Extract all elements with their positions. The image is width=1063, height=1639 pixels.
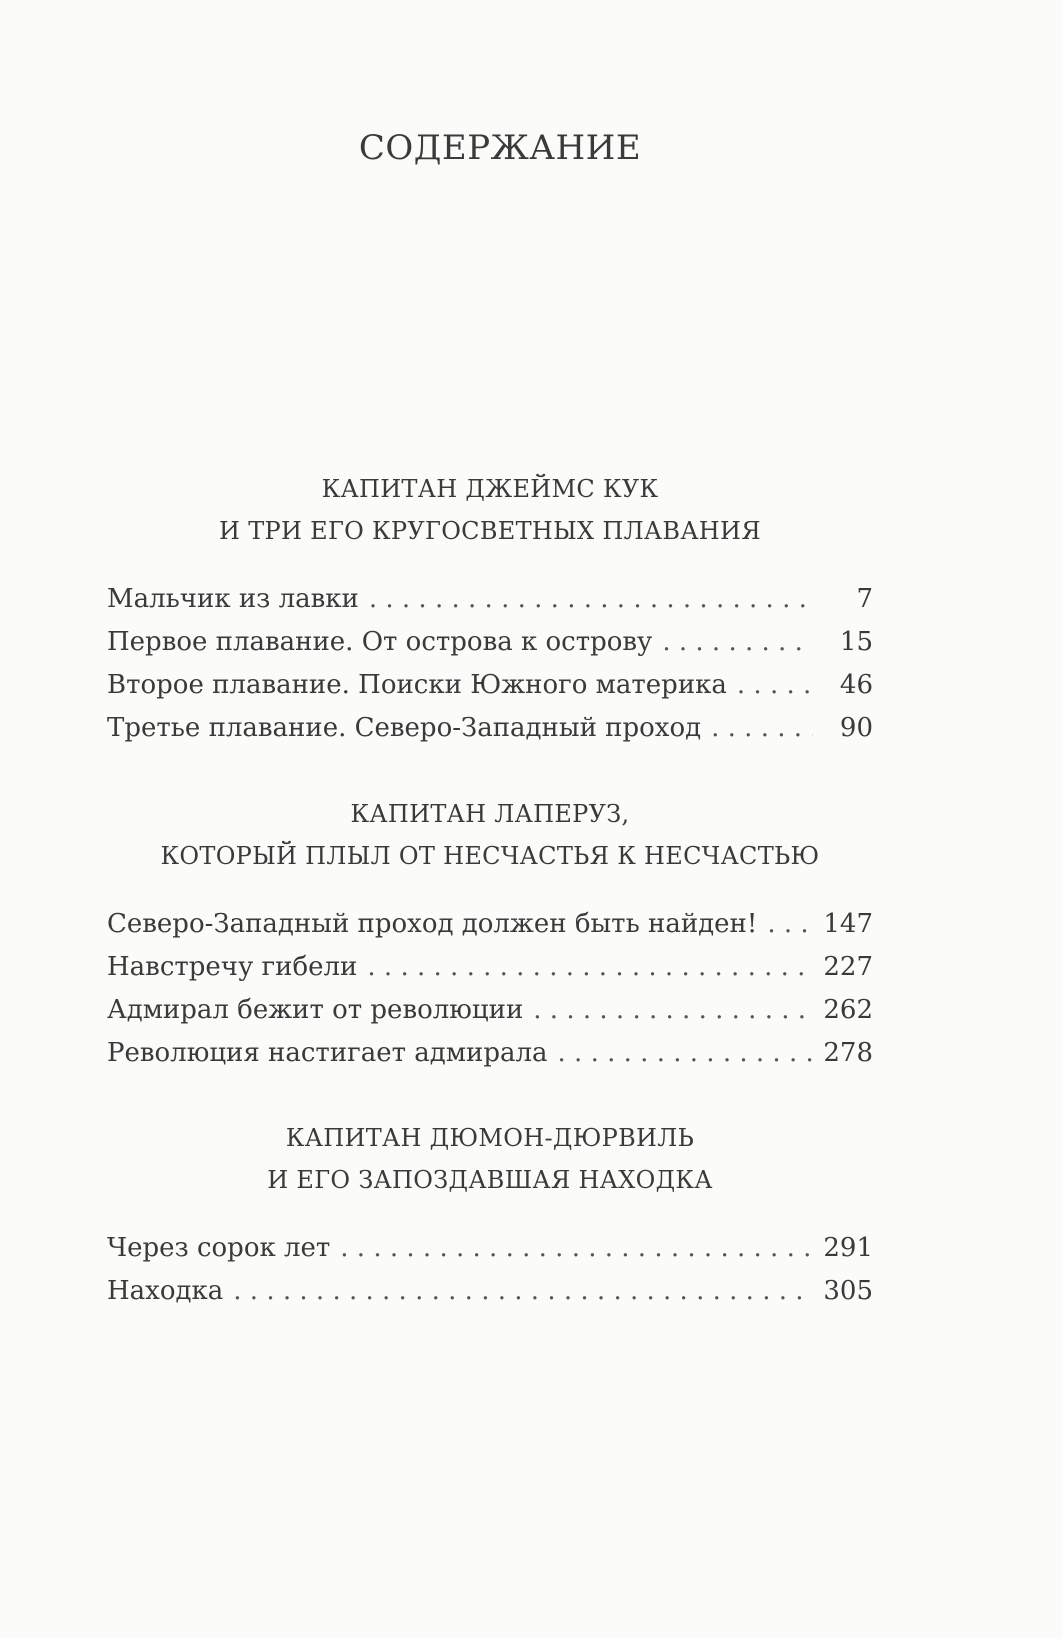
section-heading-line2: КОТОРЫЙ ПЛЫЛ ОТ НЕСЧАСТЬЯ К НЕСЧАСТЬЮ [160, 842, 820, 870]
toc-entry-page: 278 [823, 1038, 873, 1068]
toc-entry-title: Первое плавание. От острова к острову [107, 627, 653, 657]
section-heading [107, 793, 873, 877]
dot-leader [711, 707, 813, 750]
toc-entries [107, 578, 873, 750]
toc-section-dumont-durville [107, 1117, 873, 1313]
toc-entry-title: Через сорок лет [107, 1233, 331, 1263]
section-heading [107, 468, 873, 552]
toc-entry-page: 46 [839, 670, 873, 700]
toc-section-laperouse [107, 793, 873, 1075]
toc-entry-title: Третье плавание. Северо-Западный проход [107, 713, 702, 743]
toc-entry-page: 305 [823, 1276, 873, 1306]
toc-entries [107, 903, 873, 1075]
page-title: СОДЕРЖАНИЕ [358, 128, 642, 168]
dot-leader [662, 621, 813, 664]
toc-entry-title: Северо-Западный проход должен быть найден! [107, 909, 758, 939]
section-heading-line2: И ТРИ ЕГО КРУГОСВЕТНЫХ ПЛАВАНИЯ [219, 517, 761, 545]
dot-leader [767, 903, 813, 946]
section-heading [107, 1117, 873, 1201]
dot-leader [233, 1270, 813, 1313]
toc-entry-title: Второе плавание. Поиски Южного материка [107, 670, 727, 700]
toc-entry[interactable] [107, 664, 873, 707]
toc-entry-page: 147 [823, 909, 873, 939]
toc-entry-page: 7 [856, 584, 873, 614]
toc-entry[interactable] [107, 578, 873, 621]
toc-entry[interactable] [107, 946, 873, 989]
dot-leader [340, 1227, 813, 1270]
dot-leader [737, 664, 813, 707]
toc-entry-page: 90 [839, 713, 873, 743]
toc-entry-title: Революция настигает адмирала [107, 1038, 548, 1068]
toc-entry-page: 262 [823, 995, 873, 1025]
toc-entry[interactable] [107, 707, 873, 750]
toc-entry-page: 291 [823, 1233, 873, 1263]
toc-entry[interactable] [107, 903, 873, 946]
section-heading-line1: КАПИТАН ДЖЕЙМС КУК [321, 475, 659, 503]
dot-leader [367, 946, 813, 989]
toc-entry-page: 15 [839, 627, 873, 657]
toc-entry[interactable] [107, 621, 873, 664]
toc-section-cook [107, 468, 873, 750]
toc-entry[interactable] [107, 1227, 873, 1270]
dot-leader [369, 578, 813, 621]
section-heading-line1: КАПИТАН ЛАПЕРУЗ, [350, 800, 630, 828]
dot-leader [533, 989, 813, 1032]
section-heading-line1: КАПИТАН ДЮМОН-ДЮРВИЛЬ [285, 1124, 695, 1152]
toc-entry-title: Адмирал бежит от революции [107, 995, 524, 1025]
toc-entry-title: Навстречу гибели [107, 952, 358, 982]
toc-entry[interactable] [107, 1032, 873, 1075]
toc-entry-title: Находка [107, 1276, 224, 1306]
section-heading-line2: И ЕГО ЗАПОЗДАВШАЯ НАХОДКА [267, 1166, 713, 1194]
toc-entry-page: 227 [823, 952, 873, 982]
toc-entries [107, 1227, 873, 1313]
toc-entry-title: Мальчик из лавки [107, 584, 359, 614]
dot-leader [558, 1032, 813, 1075]
toc-entry[interactable] [107, 1270, 873, 1313]
toc-entry[interactable] [107, 989, 873, 1032]
